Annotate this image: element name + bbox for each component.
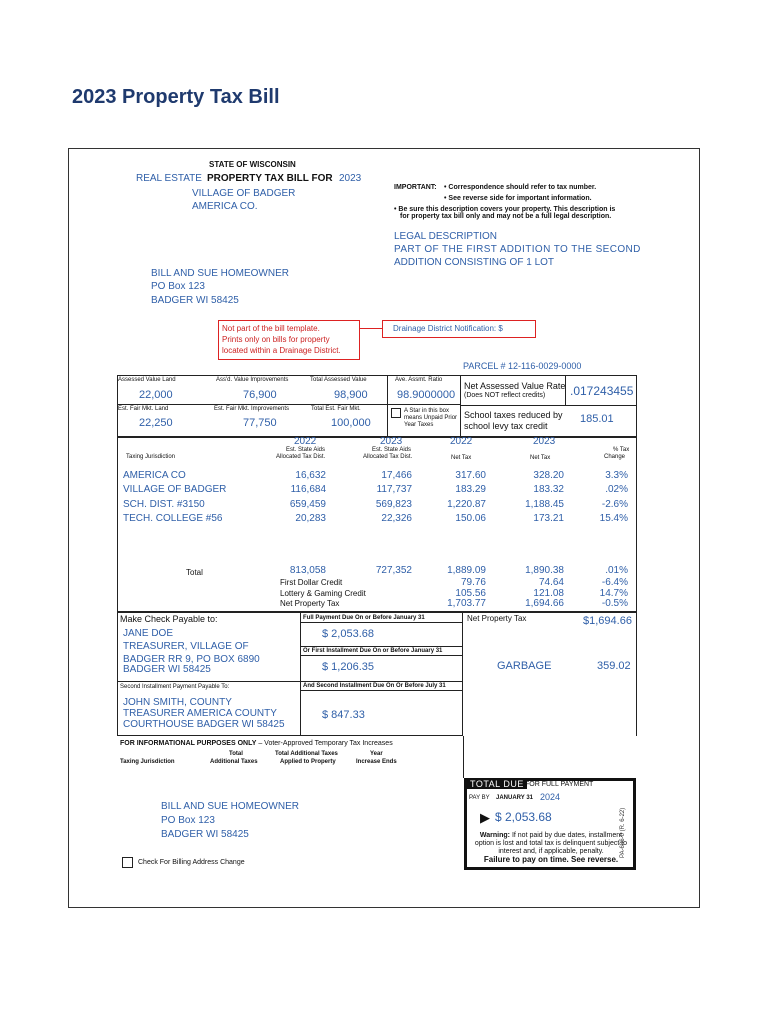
credit-1-2022: 79.76 — [460, 577, 486, 588]
bill-year: 2023 — [339, 173, 362, 184]
assessed-total-value: 98,900 — [334, 389, 368, 401]
credit-1-label: First Dollar Credit — [280, 578, 343, 587]
school-credit-label-2: school levy tax credit — [464, 421, 548, 431]
row-3-aids-2022: 659,459 — [289, 499, 326, 510]
row-2-aids-2023: 117,737 — [376, 484, 412, 495]
drainage-notification: Drainage District Notification: $ — [393, 324, 503, 333]
billing-address-change-label: Check For Billing Address Change — [138, 859, 245, 866]
info-col-total-a: Total — [229, 751, 243, 757]
owner-name: BILL AND SUE HOMEOWNER — [151, 268, 289, 279]
warning-text-1: If not paid by due dates, installment — [510, 832, 623, 839]
pay-by-year: 2024 — [540, 792, 561, 802]
assessed-impr-header: Ass'd. Value Improvements — [216, 377, 289, 383]
info-col-year-b: Increase Ends — [356, 759, 397, 765]
mailing-address-1: PO Box 123 — [161, 815, 215, 826]
row-1-net-2023: 328.20 — [533, 470, 564, 481]
ratio-value: 98.9000000 — [397, 389, 456, 401]
row-4-net-2022: 150.06 — [455, 513, 486, 524]
row-2-pct: .02% — [605, 484, 628, 495]
row-1-pct: 3.3% — [605, 470, 628, 481]
assessed-land-value: 22,000 — [139, 389, 173, 401]
garbage-value: 359.02 — [597, 660, 631, 672]
row-2-net-2023: 183.32 — [533, 484, 564, 495]
total-net-2023: 1,890.38 — [525, 565, 564, 576]
row-4-net-2023: 173.21 — [533, 513, 564, 524]
school-credit-value: 185.01 — [580, 413, 614, 425]
warning-line-4: Failure to pay on time. See reverse. — [483, 855, 619, 864]
year-2022-aids: 2022 — [294, 436, 317, 447]
info-col-jurisdiction: Taxing Jurisdiction — [120, 759, 175, 765]
info-col-year-a: Year — [370, 751, 383, 757]
warning-label: Warning: — [479, 832, 510, 839]
municipality-line-2: AMERICA CO. — [192, 201, 258, 212]
first-installment-label: Or First Installment Due On or Before January 31 — [303, 648, 443, 654]
mailing-name: BILL AND SUE HOMEOWNER — [161, 801, 299, 812]
school-credit-label-1: School taxes reduced by — [464, 410, 563, 420]
credit-2-label: Lottery & Gaming Credit — [280, 589, 366, 598]
row-4-aids-2022: 20,283 — [295, 513, 326, 524]
info-col-total-b: Additional Taxes — [210, 759, 258, 765]
row-3-net-2023: 1,188.45 — [525, 499, 564, 510]
year-2023-aids: 2023 — [380, 436, 403, 447]
credit-2-2022: 105.56 — [455, 588, 486, 599]
important-line-3: • Be sure this description covers your property. This description is — [394, 206, 616, 213]
warning-line-1 — [468, 832, 634, 839]
pay-by-date: JANUARY 31 — [496, 795, 534, 801]
total-pct: .01% — [605, 565, 628, 576]
legal-description-heading: LEGAL DESCRIPTION — [394, 231, 497, 242]
owner-address-2: BADGER WI 58425 — [151, 295, 239, 306]
check-payable-label: Make Check Payable to: — [120, 614, 218, 624]
bill-for-label: PROPERTY TAX BILL FOR — [207, 173, 333, 184]
row-2-aids-2022: 116,684 — [290, 484, 326, 495]
row-2-jurisdiction: VILLAGE OF BADGER — [123, 484, 227, 495]
pct-change-header-2: Change — [604, 454, 626, 460]
warning-line-3: interest and, if applicable, penalty. — [498, 848, 604, 855]
template-note-line-1: Not part of the bill template. — [222, 324, 320, 333]
net-rate-sublabel: (Does NOT reflect credits) — [464, 392, 546, 399]
total-due-amount: $ 2,053.68 — [495, 810, 552, 824]
net-tax-2022-header: Net Tax — [451, 455, 472, 461]
aids-2022-header-2: Allocated Tax Dist. — [276, 454, 326, 460]
aids-2023-header-1: Est. State Aids — [372, 447, 412, 453]
credit-3-2022: 1,703.77 — [447, 598, 486, 609]
fm-impr-value: 77,750 — [243, 417, 277, 429]
net-rate-value: .017243455 — [570, 384, 634, 398]
informational-heading-rest: – Voter-Approved Temporary Tax Increases — [256, 740, 393, 747]
row-4-pct: 15.4% — [599, 513, 628, 524]
total-due-full-payment: FOR FULL PAYMENT — [525, 781, 594, 788]
star-note-line-2: means Unpaid Prior — [404, 415, 458, 421]
second-installment-label: And Second Installment Due On Or Before July 31 — [303, 683, 446, 689]
municipality-line-1: VILLAGE OF BADGER — [192, 188, 296, 199]
legal-description-line-2: ADDITION CONSISTING OF 1 LOT — [394, 257, 555, 268]
row-3-aids-2023: 569,823 — [375, 499, 412, 510]
fm-land-header: Est. Fair Mkt. Land — [118, 406, 169, 412]
template-note-line-3: located within a Drainage District. — [222, 346, 341, 355]
info-col-applied-a: Total Additional Taxes — [275, 751, 338, 757]
payee-line-1: JANE DOE — [123, 628, 174, 639]
owner-address-1: PO Box 123 — [151, 281, 205, 292]
info-col-applied-b: Applied to Property — [280, 759, 336, 765]
row-1-net-2022: 317.60 — [455, 470, 486, 481]
credit-3-label: Net Property Tax — [280, 599, 340, 608]
pay-by-label: PAY BY — [469, 795, 490, 801]
second-payee-line-2: TREASURER AMERICA COUNTY — [123, 708, 277, 719]
row-1-aids-2023: 17,466 — [381, 470, 412, 481]
important-line-4: for property tax bill only and may not be a full legal description. — [400, 213, 612, 220]
template-note-line-2: Prints only on bills for property — [222, 335, 330, 344]
full-payment-amount: $ 2,053.68 — [322, 628, 374, 640]
legal-description-line-1: PART OF THE FIRST ADDITION TO THE SECOND — [394, 244, 641, 255]
row-3-pct: -2.6% — [601, 499, 628, 510]
row-1-jurisdiction: AMERICA CO — [123, 470, 186, 481]
second-payee-line-3: COURTHOUSE BADGER WI 58425 — [123, 719, 285, 730]
net-property-tax-value: $1,694.66 — [583, 615, 632, 627]
total-aids-2023: 727,352 — [375, 565, 412, 576]
row-4-aids-2023: 22,326 — [381, 513, 412, 524]
net-tax-panel — [463, 612, 637, 736]
second-payable-label: Second Installment Payment Payable To: — [120, 684, 230, 690]
important-line-2: • See reverse side for important information. — [444, 195, 592, 202]
first-installment-amount: $ 1,206.35 — [322, 661, 374, 673]
credit-3-pct: -0.5% — [601, 598, 628, 609]
row-4-jurisdiction: TECH. COLLEGE #56 — [123, 513, 223, 524]
credit-3-2023: 1,694.66 — [525, 598, 564, 609]
total-label: Total — [186, 568, 203, 577]
year-2023-net: 2023 — [533, 436, 556, 447]
jurisdiction-header: Taxing Jurisdiction — [126, 454, 176, 460]
aids-2023-header-2: Allocated Tax Dist. — [363, 454, 413, 460]
garbage-label: GARBAGE — [497, 660, 552, 672]
payee-line-4: BADGER WI 58425 — [123, 664, 211, 675]
note-connector — [360, 328, 382, 329]
credit-1-2023: 74.64 — [538, 577, 564, 588]
assessed-land-header: Assessed Value Land — [118, 377, 176, 383]
row-3-jurisdiction: SCH. DIST. #3150 — [123, 499, 205, 510]
full-payment-label: Full Payment Due On or Before January 31 — [303, 615, 425, 621]
second-payee-line-1: JOHN SMITH, COUNTY — [123, 697, 232, 708]
row-2-net-2022: 183.29 — [455, 484, 486, 495]
important-line-1: • Correspondence should refer to tax number. — [444, 184, 597, 191]
parcel-number: PARCEL # 12-116-0029-0000 — [463, 361, 582, 371]
star-note-line-3: Year Taxes — [404, 422, 434, 428]
important-label: IMPORTANT: — [394, 184, 437, 191]
net-tax-2023-header: Net Tax — [530, 455, 551, 461]
fm-total-value: 100,000 — [331, 417, 371, 429]
assessed-total-header: Total Assessed Value — [310, 377, 367, 383]
prior-year-star-box — [391, 408, 401, 418]
payee-line-3: BADGER RR 9, PO BOX 6890 — [123, 654, 260, 665]
mailing-address-2: BADGER WI 58425 — [161, 829, 249, 840]
credit-1-pct: -6.4% — [601, 577, 628, 588]
informational-heading — [120, 740, 393, 747]
credit-2-pct: 14.7% — [599, 588, 628, 599]
credit-2-2023: 121.08 — [533, 588, 564, 599]
billing-address-change-checkbox[interactable] — [122, 857, 133, 868]
fm-land-value: 22,250 — [139, 417, 173, 429]
form-code: PA-686-0 (R. 6-22) — [620, 807, 626, 858]
warning-line-2: option is lost and total tax is delinquent subject to — [474, 840, 628, 847]
second-installment-amount: $ 847.33 — [322, 709, 365, 721]
page-title: 2023 Property Tax Bill — [72, 86, 280, 108]
real-estate-label: REAL ESTATE — [136, 173, 202, 184]
ratio-header: Ave. Assmt. Ratio — [395, 377, 443, 383]
payee-line-2: TREASURER, VILLAGE OF — [123, 641, 249, 652]
fm-total-header: Total Est. Fair Mkt. — [311, 406, 361, 412]
total-net-2022: 1,889.09 — [447, 565, 486, 576]
arrow-right-icon: ▶ — [480, 810, 490, 825]
star-note-line-1: A Star in this box — [404, 408, 450, 414]
net-property-tax-label: Net Property Tax — [467, 614, 527, 623]
net-rate-label: Net Assessed Value Rate — [464, 381, 566, 391]
pct-change-header-1: % Tax — [613, 447, 630, 453]
aids-2022-header-1: Est. State Aids — [286, 447, 326, 453]
state-heading: STATE OF WISCONSIN — [209, 160, 296, 169]
assessed-impr-value: 76,900 — [243, 389, 277, 401]
row-1-aids-2022: 16,632 — [295, 470, 326, 481]
fm-impr-header: Est. Fair Mkt. Improvements — [214, 406, 290, 412]
total-aids-2022: 813,058 — [289, 565, 326, 576]
informational-heading-bold: FOR INFORMATIONAL PURPOSES ONLY — [120, 740, 257, 747]
total-due-label: TOTAL DUE — [467, 779, 527, 789]
year-2022-net: 2022 — [450, 436, 473, 447]
row-3-net-2022: 1,220.87 — [447, 499, 486, 510]
